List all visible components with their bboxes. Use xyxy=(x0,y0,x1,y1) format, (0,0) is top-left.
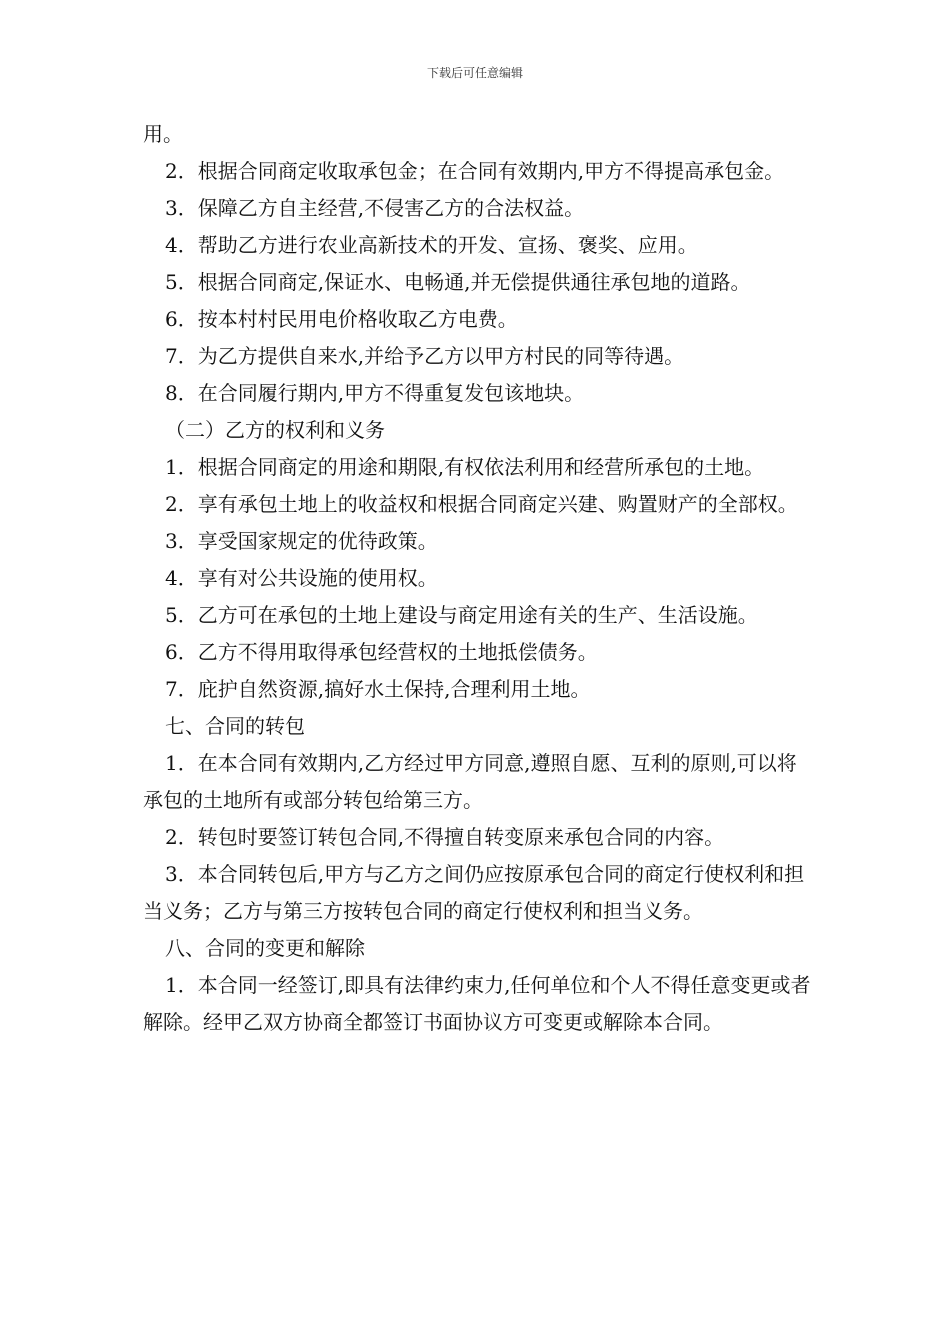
paragraph: 1．在本合同有效期内,乙方经过甲方同意,遵照自愿、互利的原则,可以将承包的土地所有或部分转包给第三方。 xyxy=(143,751,797,812)
paragraph: 6．按本村村民用电价格收取乙方电费。 xyxy=(165,307,518,331)
paragraph: 3．保障乙方自主经营,不侵害乙方的合法权益。 xyxy=(165,196,585,220)
paragraph: 1．本合同一经签订,即具有法律约束力,任何单位和个人不得任意变更或者解除。经甲乙双方协商全都签订书面协议方可变更或解除本合同。 xyxy=(143,973,811,1034)
paragraph: 1．根据合同商定的用途和期限,有权依法利用和经营所承包的土地。 xyxy=(165,455,765,479)
paragraph: 用。 xyxy=(143,122,183,146)
paragraph: 2．转包时要签订转包合同,不得擅自转变原来承包合同的内容。 xyxy=(165,825,725,849)
section-heading: 八、合同的变更和解除 xyxy=(165,936,365,960)
page-header: 下载后可任意编辑 xyxy=(426,66,523,80)
paragraph: 3．本合同转包后,甲方与乙方之间仍应按原承包合同的商定行使权利和担当义务；乙方与第三方按转包合同的商定行使权利和担当义务。 xyxy=(143,862,805,923)
paragraph: 5．根据合同商定,保证水、电畅通,并无偿提供通往承包地的道路。 xyxy=(165,270,751,294)
paragraph: 6．乙方不得用取得承包经营权的土地抵偿债务。 xyxy=(165,640,598,664)
paragraph: 7．庇护自然资源,搞好水土保持,合理利用土地。 xyxy=(165,677,591,701)
paragraph: 2．根据合同商定收取承包金；在合同有效期内,甲方不得提高承包金。 xyxy=(165,159,785,183)
paragraph: 2．享有承包土地上的收益权和根据合同商定兴建、购置财产的全部权。 xyxy=(165,492,798,516)
paragraph: 3．享受国家规定的优待政策。 xyxy=(165,529,438,553)
section-heading: （二）乙方的权利和义务 xyxy=(165,418,385,442)
paragraph: 4．享有对公共设施的使用权。 xyxy=(165,566,438,590)
document-body xyxy=(143,116,813,1041)
paragraph: 4．帮助乙方进行农业高新技术的开发、宣扬、褒奖、应用。 xyxy=(165,233,698,257)
paragraph: 8．在合同履行期内,甲方不得重复发包该地块。 xyxy=(165,381,585,405)
paragraph: 7．为乙方提供自来水,并给予乙方以甲方村民的同等待遇。 xyxy=(165,344,685,368)
paragraph: 5．乙方可在承包的土地上建设与商定用途有关的生产、生活设施。 xyxy=(165,603,758,627)
section-heading: 七、合同的转包 xyxy=(165,714,305,738)
